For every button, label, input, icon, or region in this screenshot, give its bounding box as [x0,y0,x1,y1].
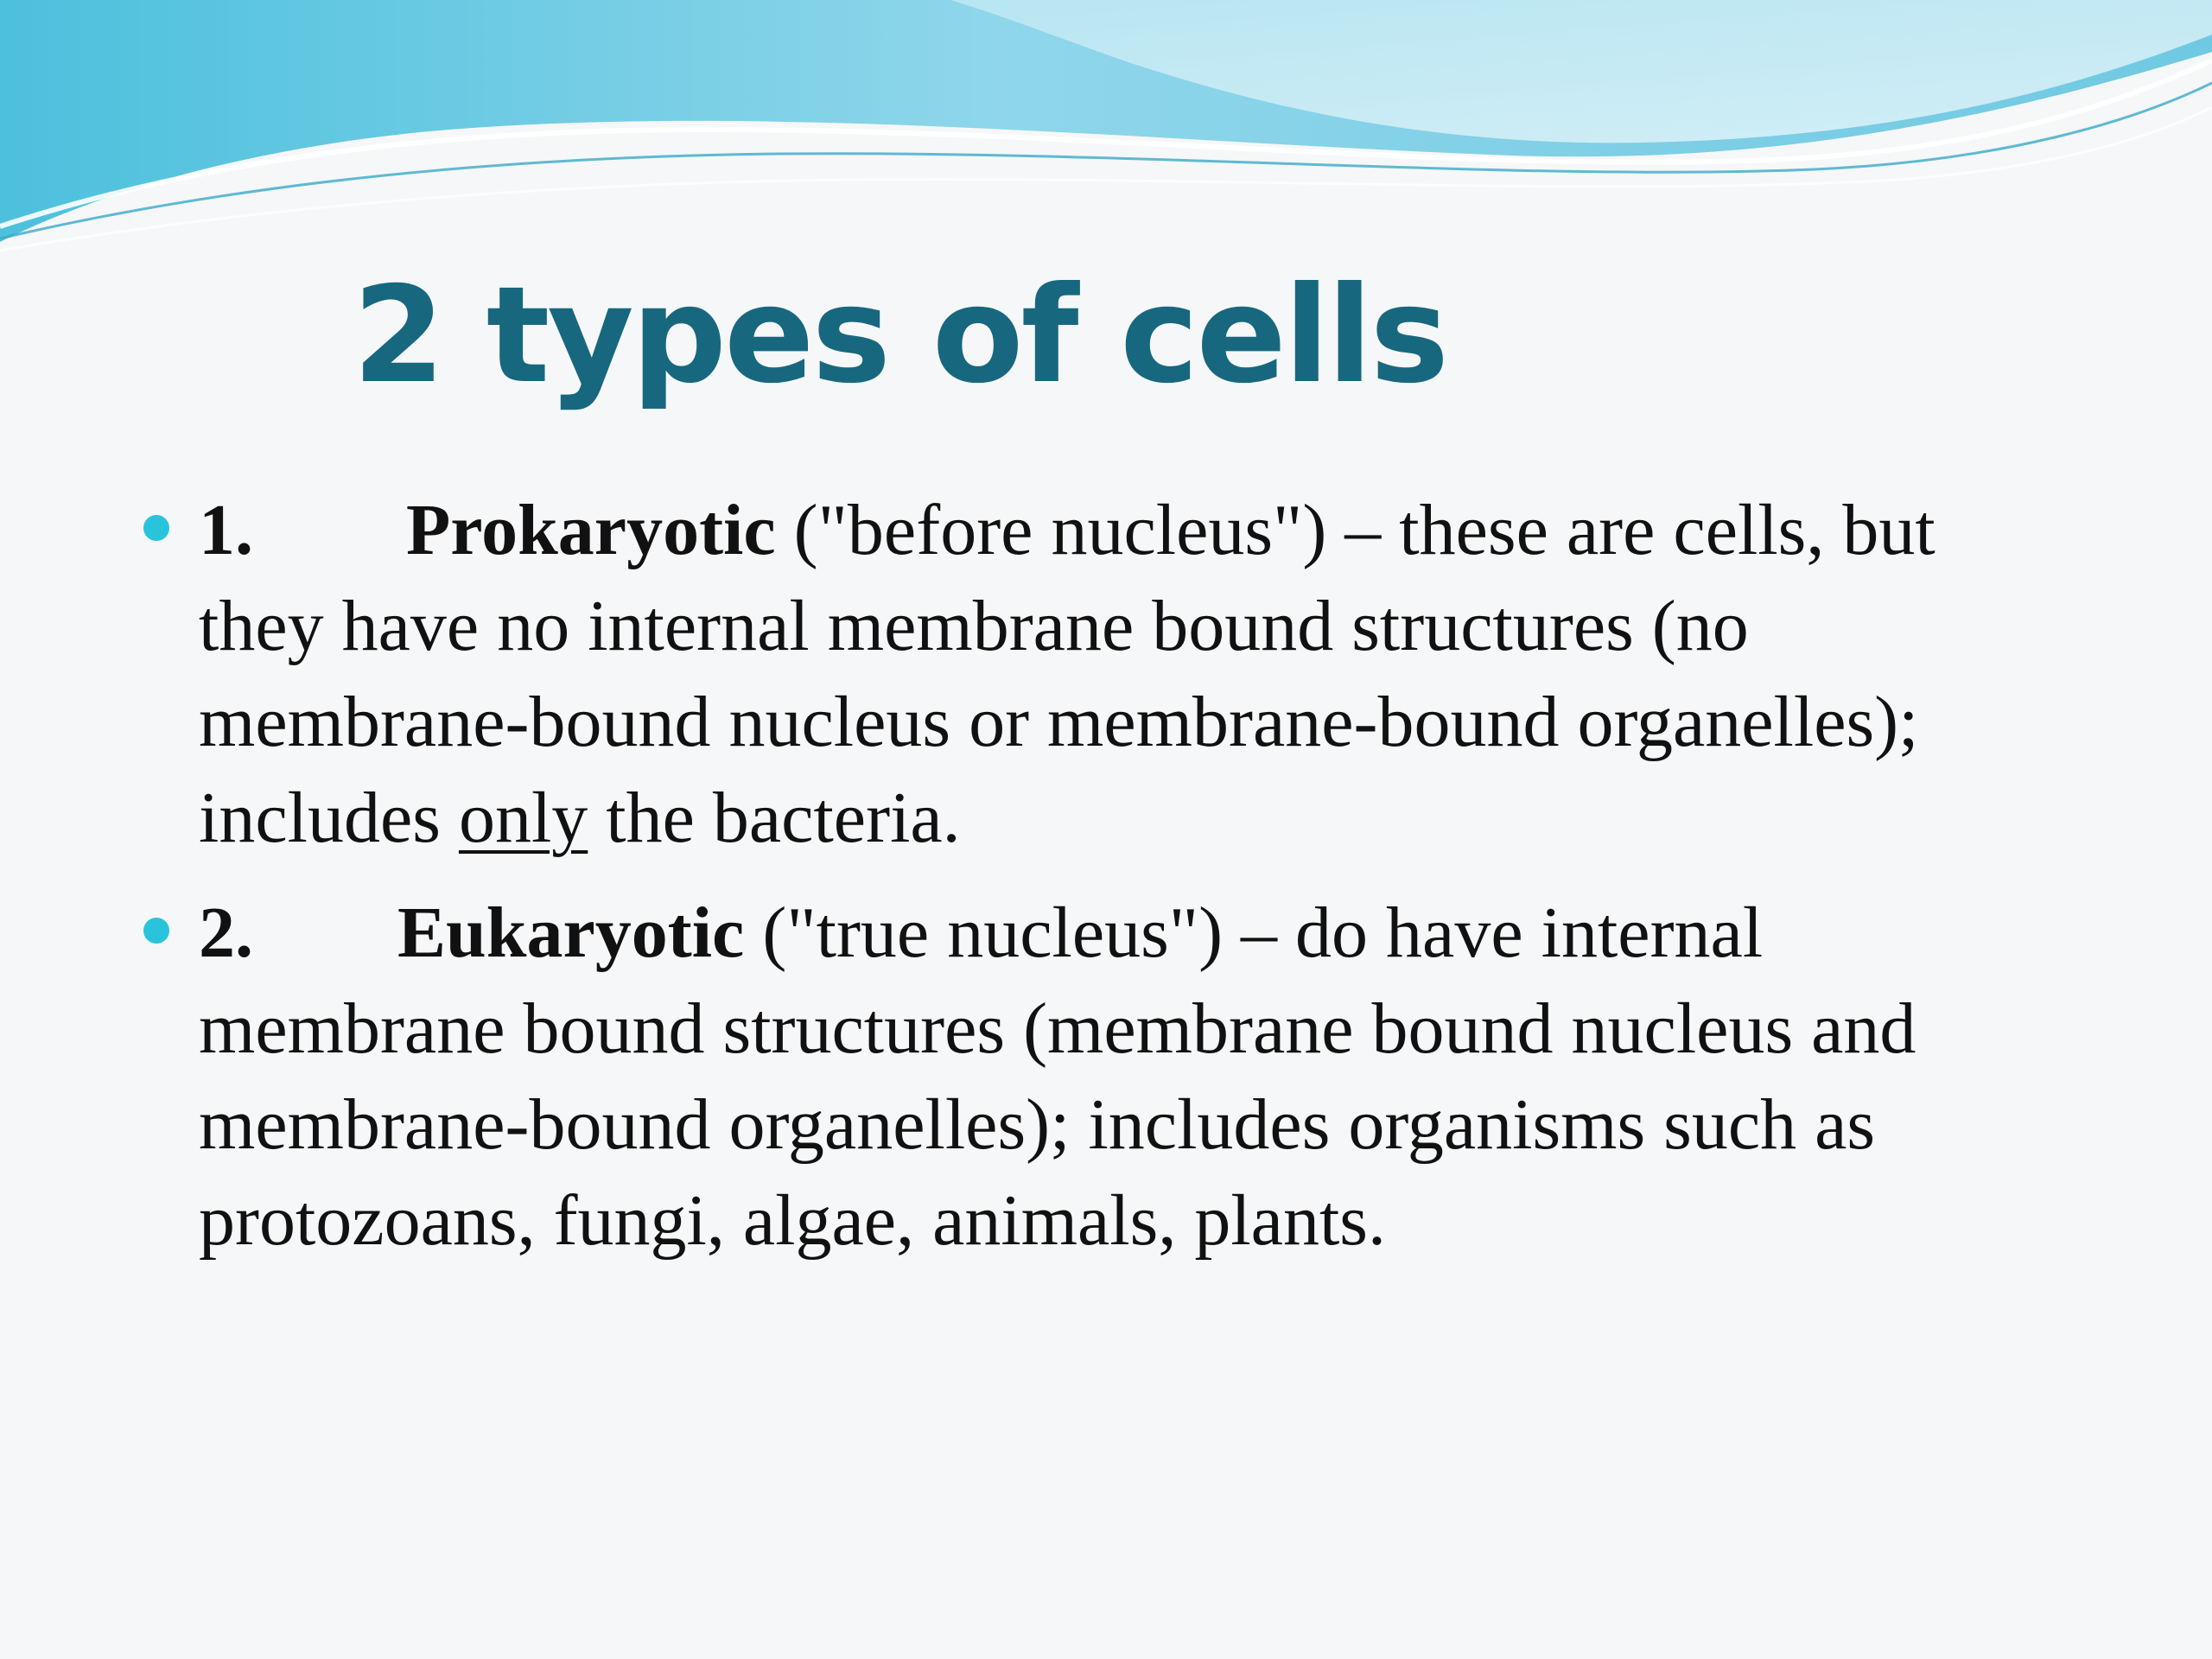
bullet-dot-icon [143,918,169,944]
item-number: 1. [199,490,253,570]
bullet-item-prokaryotic [199,482,2074,866]
description-text: ("true nucleus") – do have internal membrane bound structures (membrane bound nucleus and membrane-bound organelles); includes organisms such as protozoans, fungi, algae, animals, plants. [199,893,1916,1261]
item-number: 2. [199,893,253,973]
term-eukaryotic: Eukaryotic [397,893,745,973]
description-text-end: the bacteria. [588,778,961,858]
bullet-item-eukaryotic [199,885,2074,1268]
wave-banner-decoration [0,0,2212,259]
emphasis-only: only [458,778,588,858]
bullet-dot-icon [143,515,169,541]
description-text: ("before nucleus") – these are cells, but they have no internal membrane bound structures (no membrane-bound nucleus or membrane-bound organelles); includes [199,490,1936,858]
slide-title: 2 types of cells [353,258,1447,413]
term-prokaryotic: Prokaryotic [406,490,776,570]
